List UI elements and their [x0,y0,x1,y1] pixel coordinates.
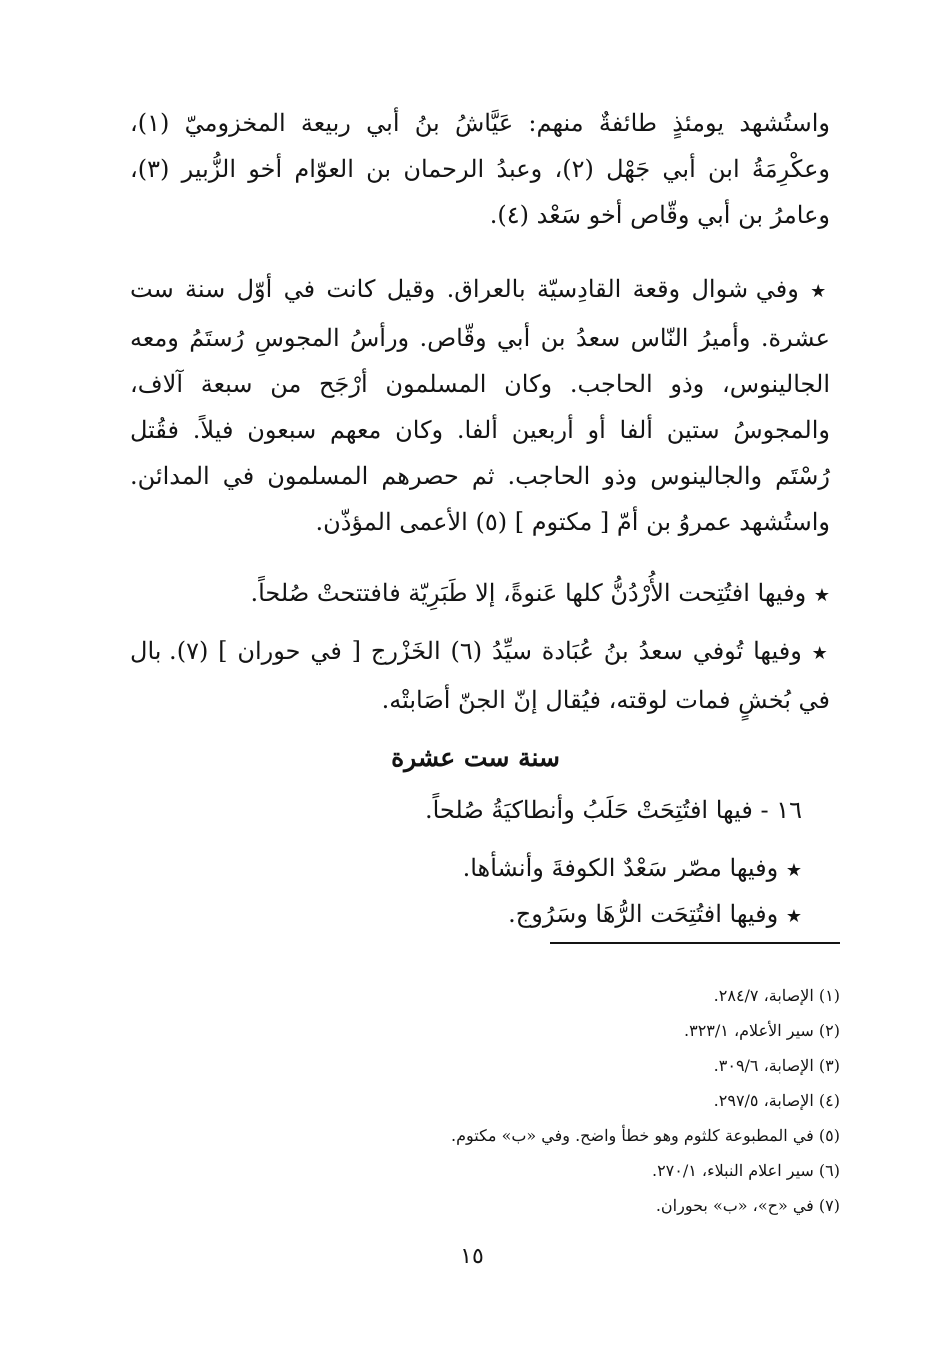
paragraph-martyrs: واستُشهد يومئذٍ طائفةٌ منهم: عَيَّاشُ بنُ أبي ربيعة المخزوميّ (١)، وعكْرِمَةُ ابن أبي جَهْل (٢)، وعبدُ الرحمان بن العوّام أخو الزُّبير (٣)، وعامرُ بن أبي وقّاص أخو سَعْد (٤). [130,109,831,229]
entry-ruha-text: وفيها افتُتِحَت الرُّهَا وسَرُوج. [508,900,779,928]
footnote-divider [550,942,840,944]
paragraph-saad-death-text: وفيها تُوفي سعدُ بنُ عُبَادة سيِّدُ (٦) الخَزْرج [ في حوران ] (٧). بال في بُخشٍ فمات لوقته، فيُقال إنّ الجنّ أصَابتْه. [130,637,830,714]
footnote-5: (٥) في المطبوعة كلثوم وهو خطأ واضح. وفي «ب» مكتوم. [450,1126,840,1145]
year-entry [202,790,802,830]
footnote-6: (٦) سير اعلام النبلاء، ٢٧٠/١. [651,1161,840,1180]
paragraph-qadisiyya [130,266,830,545]
footnote-1: (١) الإصابة، ٢٨٤/٧. [713,986,840,1005]
star-marker: ★ [785,860,802,881]
star-marker: ★ [785,906,802,927]
entry-kufa [202,848,802,891]
footnote-2: (٢) سير الأعلام، ٣٢٣/١. [684,1021,840,1040]
star-marker: ★ [810,281,830,302]
paragraph-jordan [130,570,830,619]
footnote-3: (٣) الإصابة، ٣٠٩/٦. [713,1056,840,1075]
paragraph-qadisiyya-text: وفي شوال وقعة القادِسيّة بالعراق. وقيل كانت في أوّل سنة ست عشرة. وأميرُ النّاس سعدُ بن أبي وقّاص. ورأسُ المجوسِ رُستَمُ ومعه الجالينوس، وذو الحاجب. وكان المسلمون أرْجَح من سبعة آلاف، والمجوسُ ستين ألفا أو أربعين ألفا. وكان معهم سبعون فيلاً. فقُتل رُسْتَم والجالينوس وذو الحاجب. ثم حصرهم المسلمون في المدائن. واستُشهد عمروُ بن أمّ [ مكتوم ] (٥) الأعمى المؤذّن. [130,275,830,536]
entry-ruha [202,894,802,937]
year-entry-text: فيها افتُتِحَتْ حَلَبُ وأنطاكيَةُ صُلحاً. [424,796,753,824]
footnote-4: (٤) الإصابة، ٢٩٧/٥. [713,1091,840,1110]
year-number: ١٦ [776,796,802,824]
page-number: ١٥ [460,1244,484,1269]
year-dash: - [760,796,769,824]
star-marker: ★ [813,585,830,606]
footnotes [140,978,840,1223]
entry-kufa-text: وفيها مصّر سَعْدٌ الكوفةَ وأنشأها. [462,854,779,882]
footnote-7: (٧) في «ح»، «ب» بحوران. [655,1196,840,1215]
paragraph-saad-death [130,628,830,723]
section-heading: سنة ست عشرة [391,743,560,772]
paragraph-jordan-text: وفيها افتُتِحت الأُرْدُنُّ كلها عَنوةً، إلا طَبَرِيّة فافتتحتْ صُلحاً. [250,579,807,607]
star-marker: ★ [811,643,830,664]
